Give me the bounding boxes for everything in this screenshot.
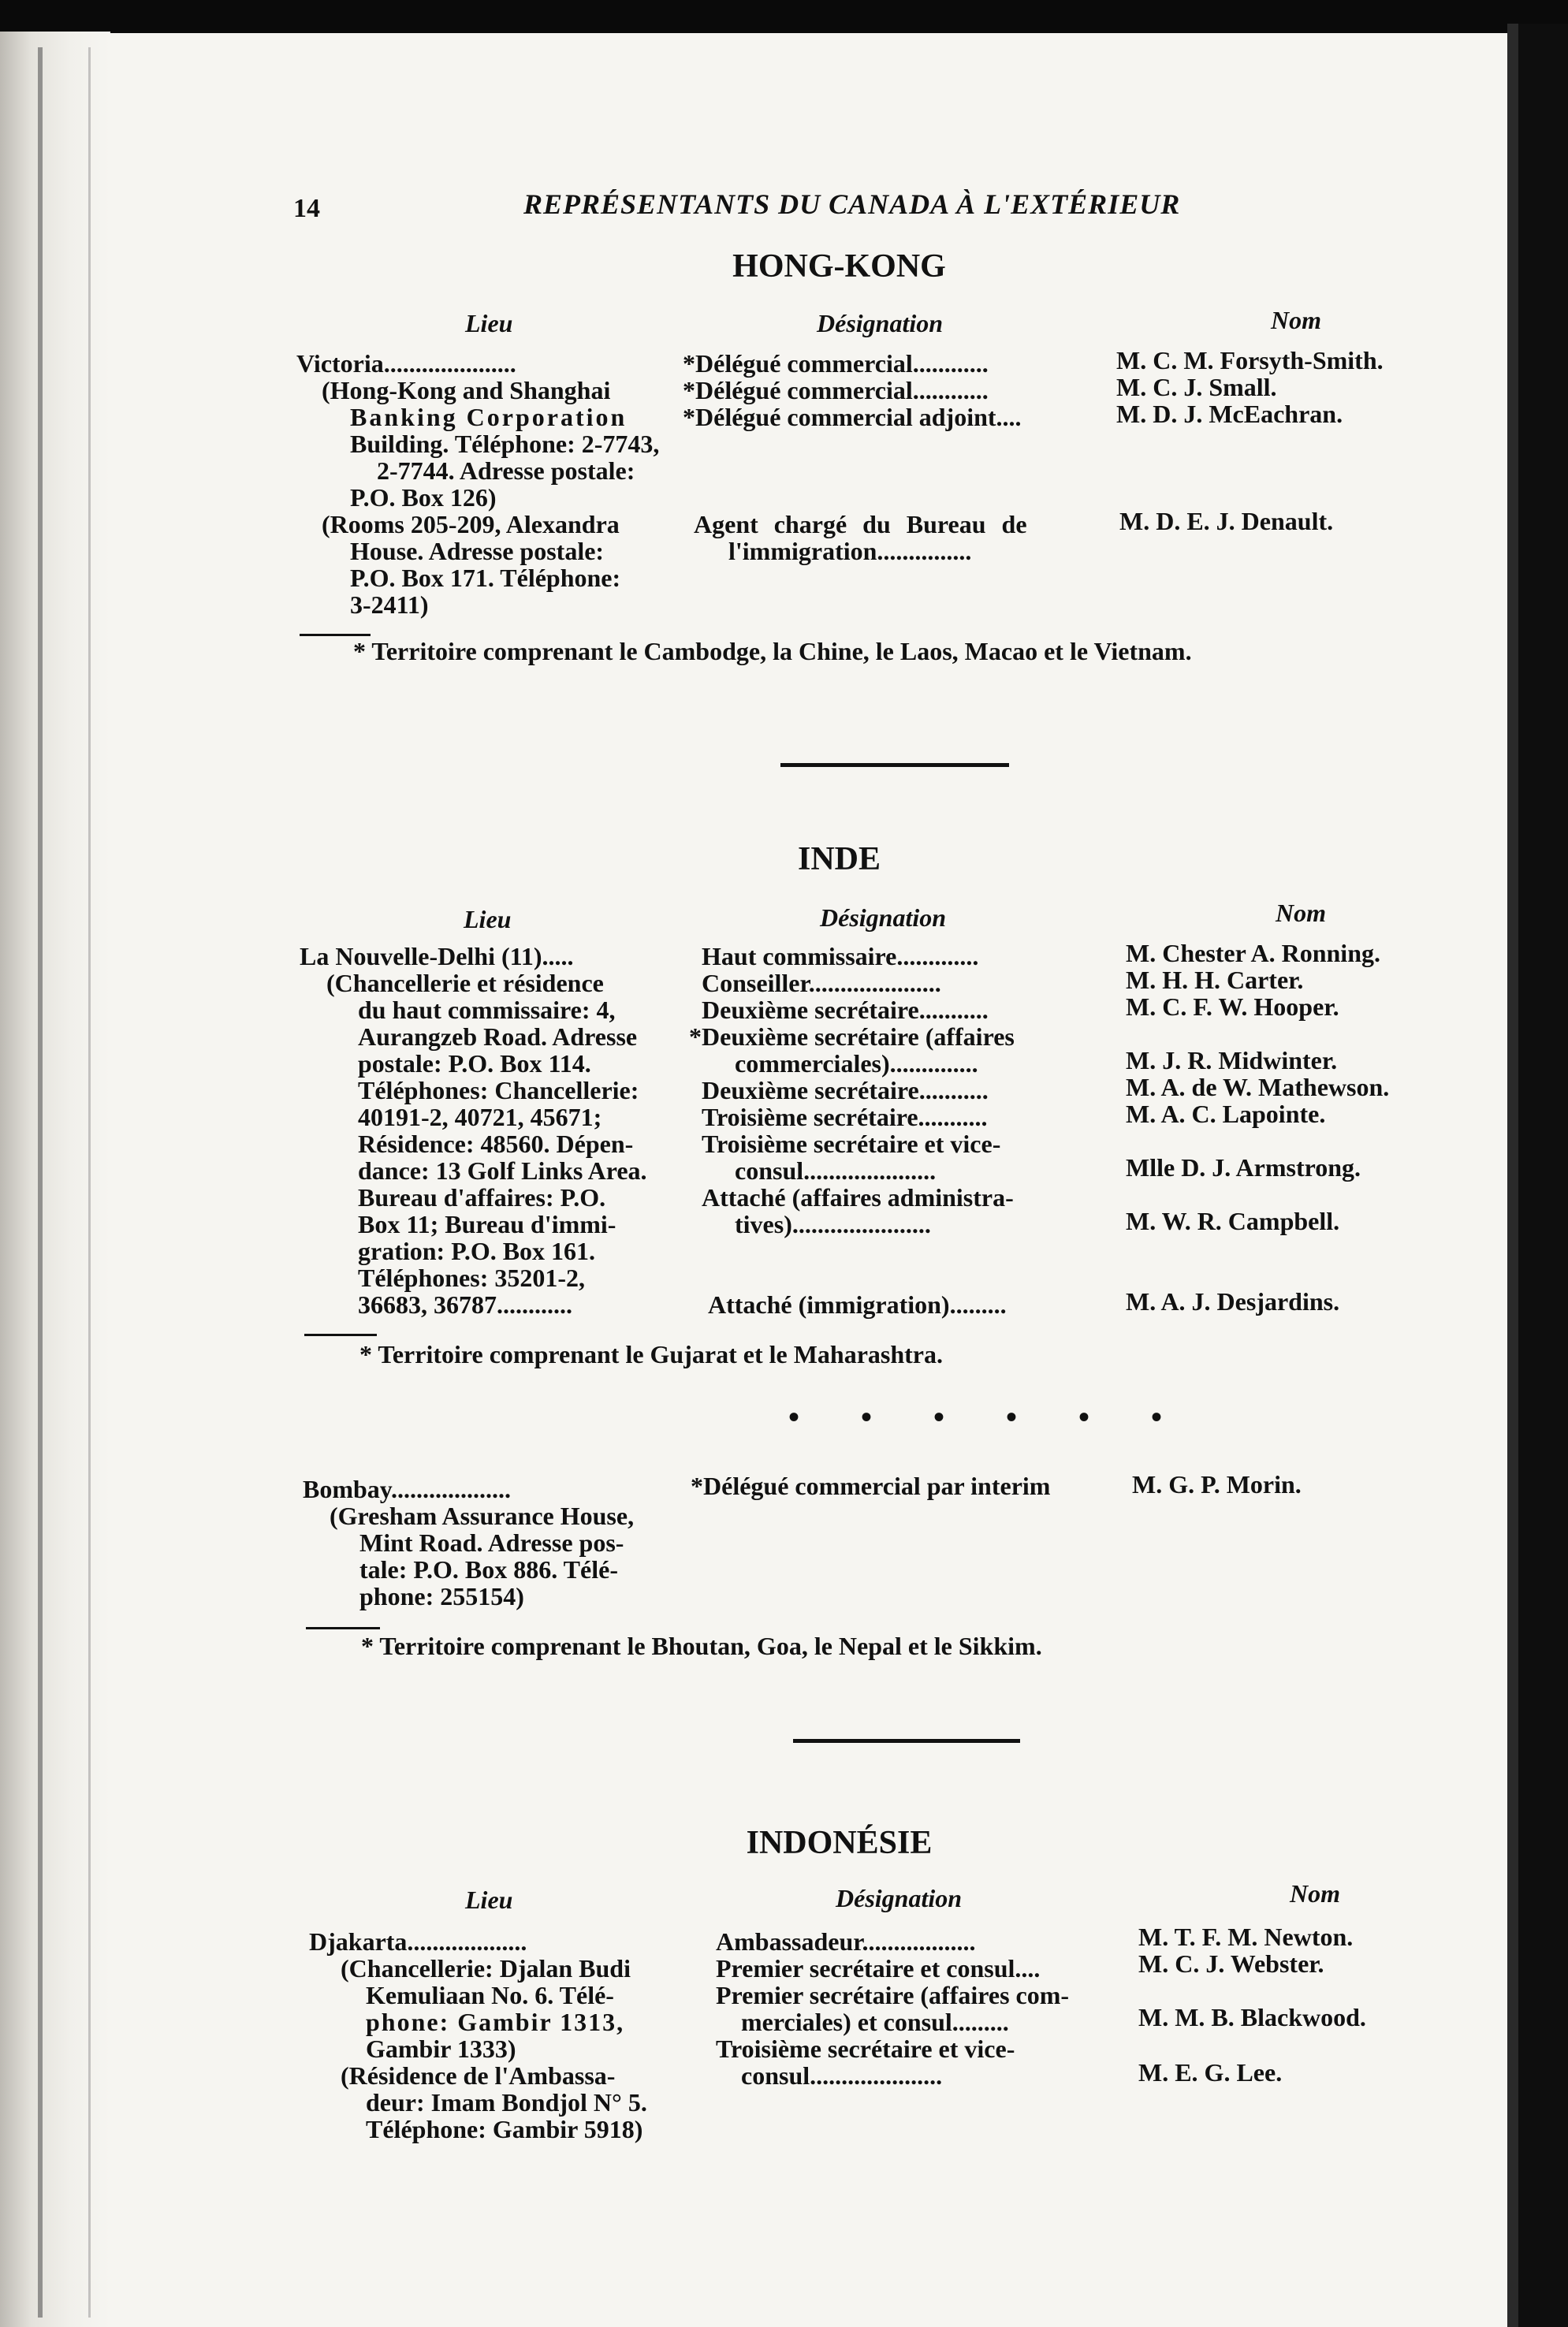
place-line: Téléphone: Gambir 5918): [366, 2115, 643, 2143]
column-header-place: Lieu: [464, 905, 512, 933]
place-line: Banking Corporation: [350, 403, 628, 431]
designation-line: *Délégué commercial............: [683, 376, 989, 404]
designation-line: Haut commissaire.............: [702, 942, 979, 970]
place-line: (Chancellerie et résidence: [326, 969, 604, 997]
footnote-rule: [306, 1627, 380, 1629]
designation-line: Attaché (affaires administra-: [702, 1183, 1014, 1212]
place-line: P.O. Box 171. Téléphone:: [350, 564, 621, 592]
name-line: M. M. B. Blackwood.: [1138, 2003, 1366, 2031]
place-line: du haut commissaire: 4,: [358, 996, 616, 1024]
section-title-inde: INDE: [797, 841, 881, 877]
section-separator: [780, 763, 1009, 767]
name-line: M. D. E. J. Denault.: [1119, 507, 1334, 535]
designation-line: Troisième secrétaire et vice-: [702, 1130, 1001, 1158]
binding-line: [38, 47, 43, 2318]
place-line: (Chancellerie: Djalan Budi: [341, 1954, 631, 1983]
name-line: M. W. R. Campbell.: [1126, 1207, 1340, 1235]
place-line: tale: P.O. Box 886. Télé-: [359, 1555, 618, 1584]
designation-line: Premier secrétaire et consul....: [716, 1954, 1041, 1983]
designation-line: commerciales)..............: [735, 1049, 978, 1078]
place-line: P.O. Box 126): [350, 483, 497, 512]
place-line: Building. Téléphone: 2-7743,: [350, 430, 660, 458]
place-line: Téléphones: Chancellerie:: [358, 1076, 639, 1104]
footnote-rule: [304, 1334, 377, 1336]
place-line: phone: Gambir 1313,: [366, 2008, 625, 2036]
running-head: REPRÉSENTANTS DU CANADA À L'EXTÉRIEUR: [523, 188, 1181, 220]
column-header-name: Nom: [1271, 306, 1321, 334]
designation-line: *Délégué commercial adjoint....: [683, 403, 1022, 431]
place-line: (Rooms 205-209, Alexandra: [322, 510, 620, 538]
designation-line: Deuxième secrétaire...........: [702, 1076, 989, 1104]
designation-line: Deuxième secrétaire...........: [702, 996, 989, 1024]
name-line: M. C. J. Small.: [1116, 373, 1277, 401]
name-line: M. A. de W. Mathewson.: [1126, 1073, 1390, 1101]
scan-border-top: [0, 0, 1568, 33]
name-line: M. J. R. Midwinter.: [1126, 1046, 1338, 1074]
place-line: La Nouvelle-Delhi (11).....: [300, 942, 574, 970]
place-line: 3-2411): [350, 590, 429, 619]
place-line: Box 11; Bureau d'immi-: [358, 1210, 616, 1238]
footnote: * Territoire comprenant le Cambodge, la Chine, le Laos, Macao et le Vietnam.: [353, 637, 1192, 665]
name-line: M. Chester A. Ronning.: [1126, 939, 1380, 967]
column-header-designation: Désignation: [817, 309, 944, 337]
designation-line: Premier secrétaire (affaires com-: [716, 1981, 1070, 2009]
place-line: Téléphones: 35201-2,: [358, 1264, 585, 1292]
place-line: deur: Imam Bondjol N° 5.: [366, 2088, 647, 2117]
footnote: * Territoire comprenant le Gujarat et le Maharashtra.: [359, 1340, 943, 1368]
place-line: postale: P.O. Box 114.: [358, 1049, 591, 1078]
binding-line: [88, 47, 91, 2318]
name-line: M. C. F. W. Hooper.: [1126, 992, 1339, 1021]
name-line: M. G. P. Morin.: [1132, 1470, 1302, 1499]
designation-line: tives)......................: [735, 1210, 931, 1238]
designation-line: Troisième secrétaire et vice-: [716, 2035, 1015, 2063]
designation-line: Agent chargé du Bureau de: [694, 510, 1027, 538]
column-header-place: Lieu: [465, 309, 513, 337]
name-line: Mlle D. J. Armstrong.: [1126, 1153, 1361, 1182]
place-line: 40191-2, 40721, 45671;: [358, 1103, 602, 1131]
place-line: Gambir 1333): [366, 2035, 516, 2063]
place-line: phone: 255154): [359, 1582, 524, 1610]
name-line: M. C. M. Forsyth-Smith.: [1116, 346, 1384, 374]
page-binding-shadow: [0, 32, 110, 2327]
column-header-name: Nom: [1290, 1879, 1340, 1908]
place-line: Bombay...................: [303, 1475, 512, 1503]
place-line: dance: 13 Golf Links Area.: [358, 1156, 647, 1185]
footnote: * Territoire comprenant le Bhoutan, Goa, le Nepal et le Sikkim.: [361, 1632, 1042, 1660]
place-line: Djakarta...................: [309, 1927, 527, 1956]
column-header-place: Lieu: [465, 1886, 513, 1914]
place-line: 2-7744. Adresse postale:: [377, 456, 635, 485]
place-line: Bureau d'affaires: P.O.: [358, 1183, 606, 1212]
designation-line: consul.....................: [735, 1156, 937, 1185]
designation-line: Ambassadeur..................: [716, 1927, 976, 1956]
designation-line: *Deuxième secrétaire (affaires: [689, 1022, 1015, 1051]
place-line: House. Adresse postale:: [350, 537, 605, 565]
section-title-indonesie: INDONÉSIE: [746, 1825, 933, 1861]
designation-line: Attaché (immigration).........: [708, 1290, 1007, 1319]
name-line: M. E. G. Lee.: [1138, 2058, 1283, 2087]
designation-line: *Délégué commercial............: [683, 349, 989, 378]
designation-line: merciales) et consul.........: [741, 2008, 1009, 2036]
section-title-hong-kong: HONG-KONG: [732, 248, 946, 285]
place-line: Aurangzeb Road. Adresse: [358, 1022, 638, 1051]
place-line: Kemuliaan No. 6. Télé-: [366, 1981, 614, 2009]
column-header-designation: Désignation: [820, 903, 947, 932]
designation-line: consul.....................: [741, 2061, 943, 2090]
name-line: M. C. J. Webster.: [1138, 1949, 1324, 1978]
place-line: (Gresham Assurance House,: [330, 1502, 635, 1530]
separator-dots: • • • • • •: [788, 1399, 1190, 1435]
name-line: M. H. H. Carter.: [1126, 966, 1304, 994]
name-line: M. A. C. Lapointe.: [1126, 1100, 1326, 1128]
column-header-designation: Désignation: [836, 1884, 963, 1912]
scan-border-right-edge: [1507, 24, 1518, 2327]
designation-line: Troisième secrétaire...........: [702, 1103, 988, 1131]
section-separator: [793, 1739, 1020, 1743]
name-line: M. D. J. McEachran.: [1116, 400, 1343, 428]
footnote-rule: [300, 634, 371, 636]
place-line: Mint Road. Adresse pos-: [359, 1528, 624, 1557]
page-number: 14: [293, 194, 320, 223]
designation-line: Conseiller.....................: [702, 969, 941, 997]
column-header-name: Nom: [1276, 899, 1326, 927]
place-line: (Résidence de l'Ambassa-: [341, 2061, 616, 2090]
place-line: 36683, 36787............: [358, 1290, 572, 1319]
name-line: M. A. J. Desjardins.: [1126, 1287, 1340, 1316]
name-line: M. T. F. M. Newton.: [1138, 1923, 1354, 1951]
place-line: gration: P.O. Box 161.: [358, 1237, 596, 1265]
designation-line: l'immigration...............: [728, 537, 972, 565]
place-line: Résidence: 48560. Dépen-: [358, 1130, 634, 1158]
place-line: (Hong-Kong and Shanghai: [322, 376, 611, 404]
place-line: Victoria.....................: [296, 349, 516, 378]
designation-line: *Délégué commercial par interim: [691, 1472, 1051, 1500]
